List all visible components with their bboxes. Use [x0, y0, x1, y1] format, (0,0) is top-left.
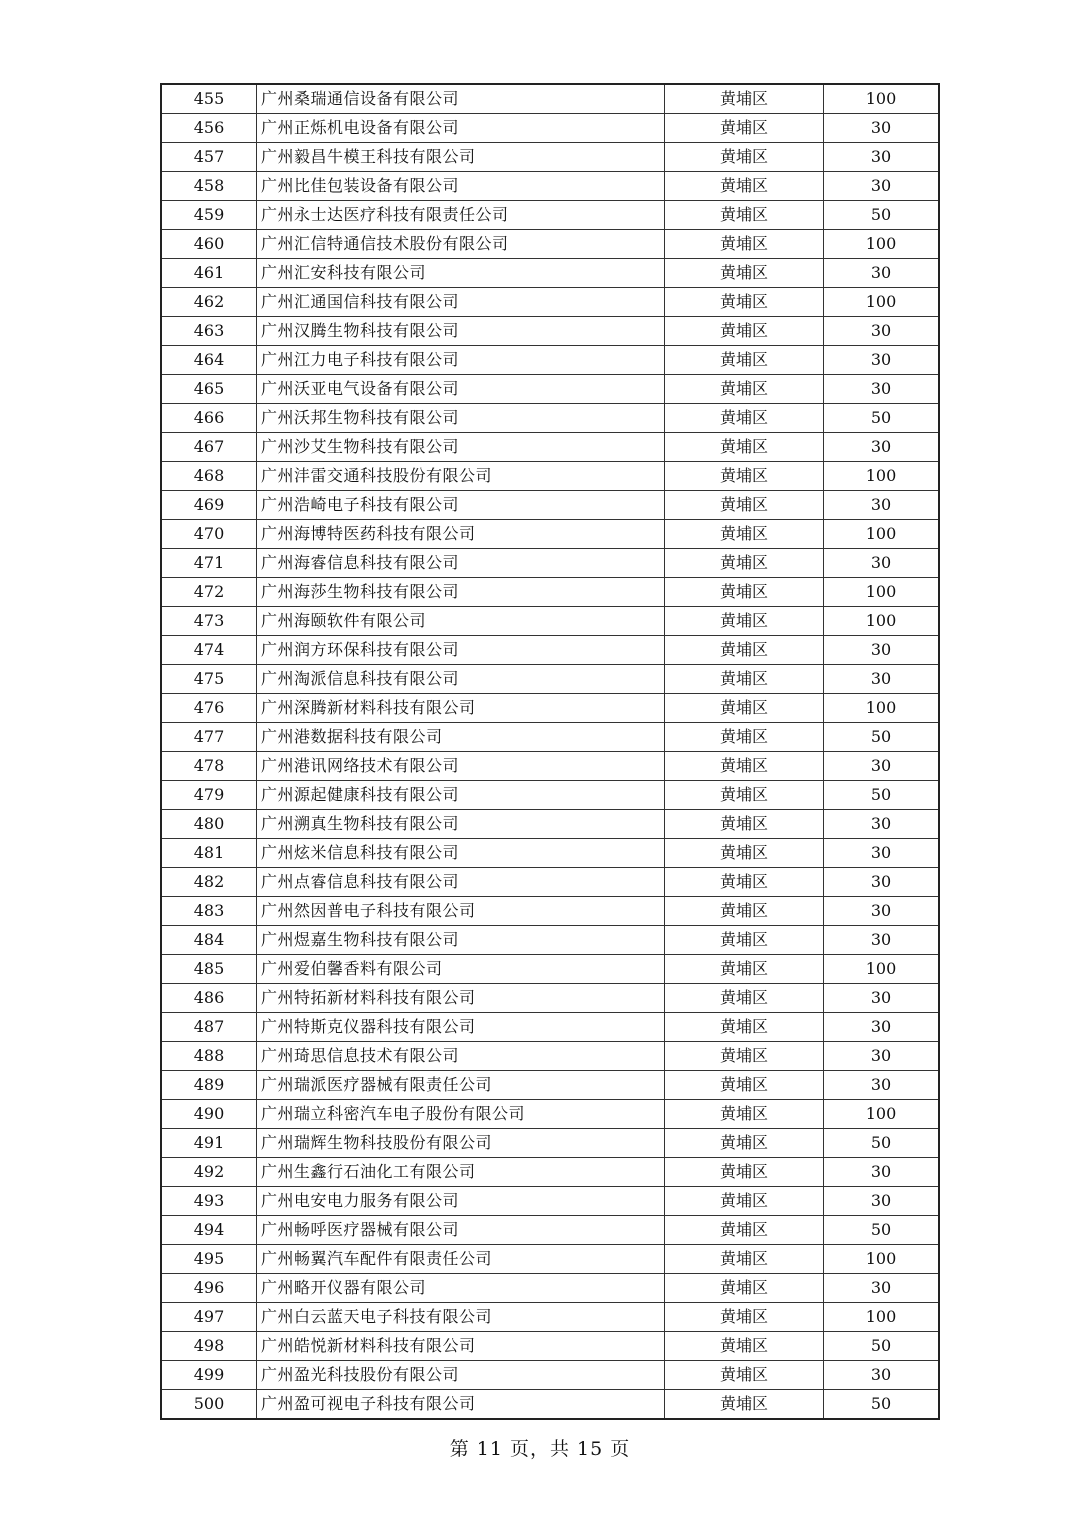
company-name-cell: 广州海博特医药科技有限公司 — [257, 520, 665, 549]
table-row — [161, 346, 939, 375]
table-row — [161, 549, 939, 578]
row-number-cell: 492 — [161, 1158, 257, 1187]
table-row — [161, 404, 939, 433]
row-number-cell: 469 — [161, 491, 257, 520]
amount-cell: 30 — [824, 1042, 940, 1071]
table-row — [161, 1216, 939, 1245]
amount-cell: 100 — [824, 1245, 940, 1274]
company-name-cell: 广州沃邦生物科技有限公司 — [257, 404, 665, 433]
district-cell: 黄埔区 — [665, 1361, 824, 1390]
table-row — [161, 694, 939, 723]
table-row — [161, 288, 939, 317]
row-number-cell: 466 — [161, 404, 257, 433]
amount-cell: 30 — [824, 665, 940, 694]
table-row — [161, 955, 939, 984]
row-number-cell: 484 — [161, 926, 257, 955]
district-cell: 黄埔区 — [665, 520, 824, 549]
table-row — [161, 897, 939, 926]
district-cell: 黄埔区 — [665, 897, 824, 926]
row-number-cell: 487 — [161, 1013, 257, 1042]
table-row — [161, 1390, 939, 1420]
company-name-cell: 广州沙艾生物科技有限公司 — [257, 433, 665, 462]
table-row — [161, 462, 939, 491]
district-cell: 黄埔区 — [665, 752, 824, 781]
table-row — [161, 433, 939, 462]
amount-cell: 100 — [824, 607, 940, 636]
company-name-cell: 广州点睿信息科技有限公司 — [257, 868, 665, 897]
company-name-cell: 广州海莎生物科技有限公司 — [257, 578, 665, 607]
row-number-cell: 493 — [161, 1187, 257, 1216]
table-row — [161, 868, 939, 897]
amount-cell: 30 — [824, 549, 940, 578]
company-table-container — [160, 83, 931, 1420]
district-cell: 黄埔区 — [665, 201, 824, 230]
amount-cell: 100 — [824, 84, 940, 114]
company-name-cell: 广州浩崎电子科技有限公司 — [257, 491, 665, 520]
amount-cell: 30 — [824, 752, 940, 781]
amount-cell: 50 — [824, 1216, 940, 1245]
row-number-cell: 475 — [161, 665, 257, 694]
amount-cell: 30 — [824, 491, 940, 520]
district-cell: 黄埔区 — [665, 1042, 824, 1071]
company-name-cell: 广州瑞派医疗器械有限责任公司 — [257, 1071, 665, 1100]
row-number-cell: 468 — [161, 462, 257, 491]
district-cell: 黄埔区 — [665, 462, 824, 491]
amount-cell: 100 — [824, 578, 940, 607]
amount-cell: 30 — [824, 984, 940, 1013]
row-number-cell: 459 — [161, 201, 257, 230]
table-row — [161, 578, 939, 607]
amount-cell: 30 — [824, 926, 940, 955]
table-row — [161, 1013, 939, 1042]
row-number-cell: 467 — [161, 433, 257, 462]
company-name-cell: 广州正烁机电设备有限公司 — [257, 114, 665, 143]
company-name-cell: 广州然因普电子科技有限公司 — [257, 897, 665, 926]
company-name-cell: 广州皓悦新材料科技有限公司 — [257, 1332, 665, 1361]
table-row — [161, 1158, 939, 1187]
row-number-cell: 464 — [161, 346, 257, 375]
row-number-cell: 471 — [161, 549, 257, 578]
row-number-cell: 488 — [161, 1042, 257, 1071]
amount-cell: 100 — [824, 694, 940, 723]
district-cell: 黄埔区 — [665, 375, 824, 404]
table-row — [161, 984, 939, 1013]
amount-cell: 100 — [824, 1303, 940, 1332]
district-cell: 黄埔区 — [665, 288, 824, 317]
company-name-cell: 广州汇信特通信技术股份有限公司 — [257, 230, 665, 259]
amount-cell: 30 — [824, 172, 940, 201]
company-name-cell: 广州港数据科技有限公司 — [257, 723, 665, 752]
table-row — [161, 781, 939, 810]
company-name-cell: 广州汇通国信科技有限公司 — [257, 288, 665, 317]
row-number-cell: 470 — [161, 520, 257, 549]
row-number-cell: 462 — [161, 288, 257, 317]
table-row — [161, 259, 939, 288]
company-name-cell: 广州畅呼医疗器械有限公司 — [257, 1216, 665, 1245]
row-number-cell: 485 — [161, 955, 257, 984]
table-row — [161, 172, 939, 201]
row-number-cell: 476 — [161, 694, 257, 723]
amount-cell: 50 — [824, 723, 940, 752]
amount-cell: 50 — [824, 1390, 940, 1420]
amount-cell: 30 — [824, 868, 940, 897]
row-number-cell: 500 — [161, 1390, 257, 1420]
company-name-cell: 广州比佳包装设备有限公司 — [257, 172, 665, 201]
district-cell: 黄埔区 — [665, 114, 824, 143]
table-row — [161, 723, 939, 752]
company-name-cell: 广州畅翼汽车配件有限责任公司 — [257, 1245, 665, 1274]
row-number-cell: 490 — [161, 1100, 257, 1129]
company-name-cell: 广州特斯克仪器科技有限公司 — [257, 1013, 665, 1042]
row-number-cell: 497 — [161, 1303, 257, 1332]
row-number-cell: 480 — [161, 810, 257, 839]
district-cell: 黄埔区 — [665, 549, 824, 578]
amount-cell: 100 — [824, 955, 940, 984]
district-cell: 黄埔区 — [665, 781, 824, 810]
row-number-cell: 498 — [161, 1332, 257, 1361]
row-number-cell: 479 — [161, 781, 257, 810]
district-cell: 黄埔区 — [665, 346, 824, 375]
district-cell: 黄埔区 — [665, 1187, 824, 1216]
district-cell: 黄埔区 — [665, 143, 824, 172]
district-cell: 黄埔区 — [665, 1390, 824, 1420]
company-name-cell: 广州润方环保科技有限公司 — [257, 636, 665, 665]
company-name-cell: 广州汉腾生物科技有限公司 — [257, 317, 665, 346]
row-number-cell: 458 — [161, 172, 257, 201]
amount-cell: 50 — [824, 781, 940, 810]
amount-cell: 30 — [824, 810, 940, 839]
amount-cell: 50 — [824, 1129, 940, 1158]
company-name-cell: 广州港讯网络技术有限公司 — [257, 752, 665, 781]
company-name-cell: 广州爱伯馨香料有限公司 — [257, 955, 665, 984]
company-name-cell: 广州桑瑞通信设备有限公司 — [257, 84, 665, 114]
company-name-cell: 广州煜嘉生物科技有限公司 — [257, 926, 665, 955]
table-row — [161, 114, 939, 143]
amount-cell: 30 — [824, 1361, 940, 1390]
amount-cell: 50 — [824, 1332, 940, 1361]
district-cell: 黄埔区 — [665, 665, 824, 694]
district-cell: 黄埔区 — [665, 230, 824, 259]
district-cell: 黄埔区 — [665, 607, 824, 636]
company-name-cell: 广州特拓新材料科技有限公司 — [257, 984, 665, 1013]
table-row — [161, 520, 939, 549]
table-row — [161, 491, 939, 520]
row-number-cell: 491 — [161, 1129, 257, 1158]
district-cell: 黄埔区 — [665, 1100, 824, 1129]
company-name-cell: 广州瑞立科密汽车电子股份有限公司 — [257, 1100, 665, 1129]
amount-cell: 30 — [824, 346, 940, 375]
table-row — [161, 1071, 939, 1100]
page-footer: 第 11 页，共 15 页 — [449, 1438, 631, 1460]
district-cell: 黄埔区 — [665, 636, 824, 665]
district-cell: 黄埔区 — [665, 955, 824, 984]
company-name-cell: 广州白云蓝天电子科技有限公司 — [257, 1303, 665, 1332]
district-cell: 黄埔区 — [665, 1071, 824, 1100]
table-row — [161, 1042, 939, 1071]
table-row — [161, 1100, 939, 1129]
company-name-cell: 广州沃亚电气设备有限公司 — [257, 375, 665, 404]
table-row — [161, 926, 939, 955]
row-number-cell: 495 — [161, 1245, 257, 1274]
district-cell: 黄埔区 — [665, 694, 824, 723]
row-number-cell: 463 — [161, 317, 257, 346]
amount-cell: 100 — [824, 462, 940, 491]
district-cell: 黄埔区 — [665, 1216, 824, 1245]
district-cell: 黄埔区 — [665, 810, 824, 839]
company-name-cell: 广州盈可视电子科技有限公司 — [257, 1390, 665, 1420]
district-cell: 黄埔区 — [665, 926, 824, 955]
district-cell: 黄埔区 — [665, 1245, 824, 1274]
table-row — [161, 810, 939, 839]
amount-cell: 50 — [824, 201, 940, 230]
amount-cell: 100 — [824, 520, 940, 549]
row-number-cell: 461 — [161, 259, 257, 288]
table-row — [161, 665, 939, 694]
table-row — [161, 752, 939, 781]
amount-cell: 30 — [824, 1013, 940, 1042]
amount-cell: 30 — [824, 1187, 940, 1216]
row-number-cell: 494 — [161, 1216, 257, 1245]
district-cell: 黄埔区 — [665, 317, 824, 346]
company-name-cell: 广州生鑫行石油化工有限公司 — [257, 1158, 665, 1187]
row-number-cell: 457 — [161, 143, 257, 172]
company-name-cell: 广州海睿信息科技有限公司 — [257, 549, 665, 578]
row-number-cell: 474 — [161, 636, 257, 665]
row-number-cell: 456 — [161, 114, 257, 143]
district-cell: 黄埔区 — [665, 1013, 824, 1042]
district-cell: 黄埔区 — [665, 578, 824, 607]
company-name-cell: 广州汇安科技有限公司 — [257, 259, 665, 288]
amount-cell: 30 — [824, 433, 940, 462]
district-cell: 黄埔区 — [665, 868, 824, 897]
amount-cell: 30 — [824, 143, 940, 172]
row-number-cell: 489 — [161, 1071, 257, 1100]
row-number-cell: 483 — [161, 897, 257, 926]
table-row — [161, 317, 939, 346]
row-number-cell: 496 — [161, 1274, 257, 1303]
company-name-cell: 广州江力电子科技有限公司 — [257, 346, 665, 375]
district-cell: 黄埔区 — [665, 491, 824, 520]
table-row — [161, 201, 939, 230]
company-name-cell: 广州海颐软件有限公司 — [257, 607, 665, 636]
amount-cell: 30 — [824, 114, 940, 143]
table-row — [161, 1361, 939, 1390]
amount-cell: 30 — [824, 1158, 940, 1187]
row-number-cell: 478 — [161, 752, 257, 781]
company-name-cell: 广州电安电力服务有限公司 — [257, 1187, 665, 1216]
amount-cell: 30 — [824, 839, 940, 868]
table-row — [161, 375, 939, 404]
amount-cell: 100 — [824, 1100, 940, 1129]
table-row — [161, 84, 939, 114]
company-name-cell: 广州盈光科技股份有限公司 — [257, 1361, 665, 1390]
row-number-cell: 486 — [161, 984, 257, 1013]
table-row — [161, 607, 939, 636]
district-cell: 黄埔区 — [665, 172, 824, 201]
amount-cell: 50 — [824, 404, 940, 433]
table-row — [161, 839, 939, 868]
table-row — [161, 1274, 939, 1303]
district-cell: 黄埔区 — [665, 433, 824, 462]
table-row — [161, 143, 939, 172]
table-row — [161, 230, 939, 259]
amount-cell: 30 — [824, 259, 940, 288]
row-number-cell: 472 — [161, 578, 257, 607]
table-row — [161, 1129, 939, 1158]
row-number-cell: 481 — [161, 839, 257, 868]
table-row — [161, 1303, 939, 1332]
table-row — [161, 1187, 939, 1216]
district-cell: 黄埔区 — [665, 404, 824, 433]
company-name-cell: 广州毅昌牛模王科技有限公司 — [257, 143, 665, 172]
amount-cell: 30 — [824, 1274, 940, 1303]
row-number-cell: 465 — [161, 375, 257, 404]
district-cell: 黄埔区 — [665, 1158, 824, 1187]
amount-cell: 30 — [824, 375, 940, 404]
company-name-cell: 广州淘派信息科技有限公司 — [257, 665, 665, 694]
table-row — [161, 636, 939, 665]
company-name-cell: 广州沣雷交通科技股份有限公司 — [257, 462, 665, 491]
row-number-cell: 473 — [161, 607, 257, 636]
amount-cell: 30 — [824, 317, 940, 346]
company-name-cell: 广州溯真生物科技有限公司 — [257, 810, 665, 839]
district-cell: 黄埔区 — [665, 984, 824, 1013]
district-cell: 黄埔区 — [665, 839, 824, 868]
table-body — [161, 84, 939, 1419]
company-name-cell: 广州源起健康科技有限公司 — [257, 781, 665, 810]
district-cell: 黄埔区 — [665, 1129, 824, 1158]
amount-cell: 30 — [824, 1071, 940, 1100]
amount-cell: 30 — [824, 636, 940, 665]
row-number-cell: 477 — [161, 723, 257, 752]
district-cell: 黄埔区 — [665, 723, 824, 752]
amount-cell: 100 — [824, 230, 940, 259]
company-name-cell: 广州琦思信息技术有限公司 — [257, 1042, 665, 1071]
company-name-cell: 广州炫米信息科技有限公司 — [257, 839, 665, 868]
district-cell: 黄埔区 — [665, 1303, 824, 1332]
row-number-cell: 460 — [161, 230, 257, 259]
amount-cell: 100 — [824, 288, 940, 317]
company-table — [160, 83, 940, 1420]
row-number-cell: 499 — [161, 1361, 257, 1390]
row-number-cell: 455 — [161, 84, 257, 114]
amount-cell: 30 — [824, 897, 940, 926]
district-cell: 黄埔区 — [665, 84, 824, 114]
row-number-cell: 482 — [161, 868, 257, 897]
table-row — [161, 1332, 939, 1361]
company-name-cell: 广州瑞辉生物科技股份有限公司 — [257, 1129, 665, 1158]
district-cell: 黄埔区 — [665, 259, 824, 288]
company-name-cell: 广州略开仪器有限公司 — [257, 1274, 665, 1303]
table-row — [161, 1245, 939, 1274]
district-cell: 黄埔区 — [665, 1274, 824, 1303]
company-name-cell: 广州永士达医疗科技有限责任公司 — [257, 201, 665, 230]
district-cell: 黄埔区 — [665, 1332, 824, 1361]
company-name-cell: 广州深腾新材料科技有限公司 — [257, 694, 665, 723]
